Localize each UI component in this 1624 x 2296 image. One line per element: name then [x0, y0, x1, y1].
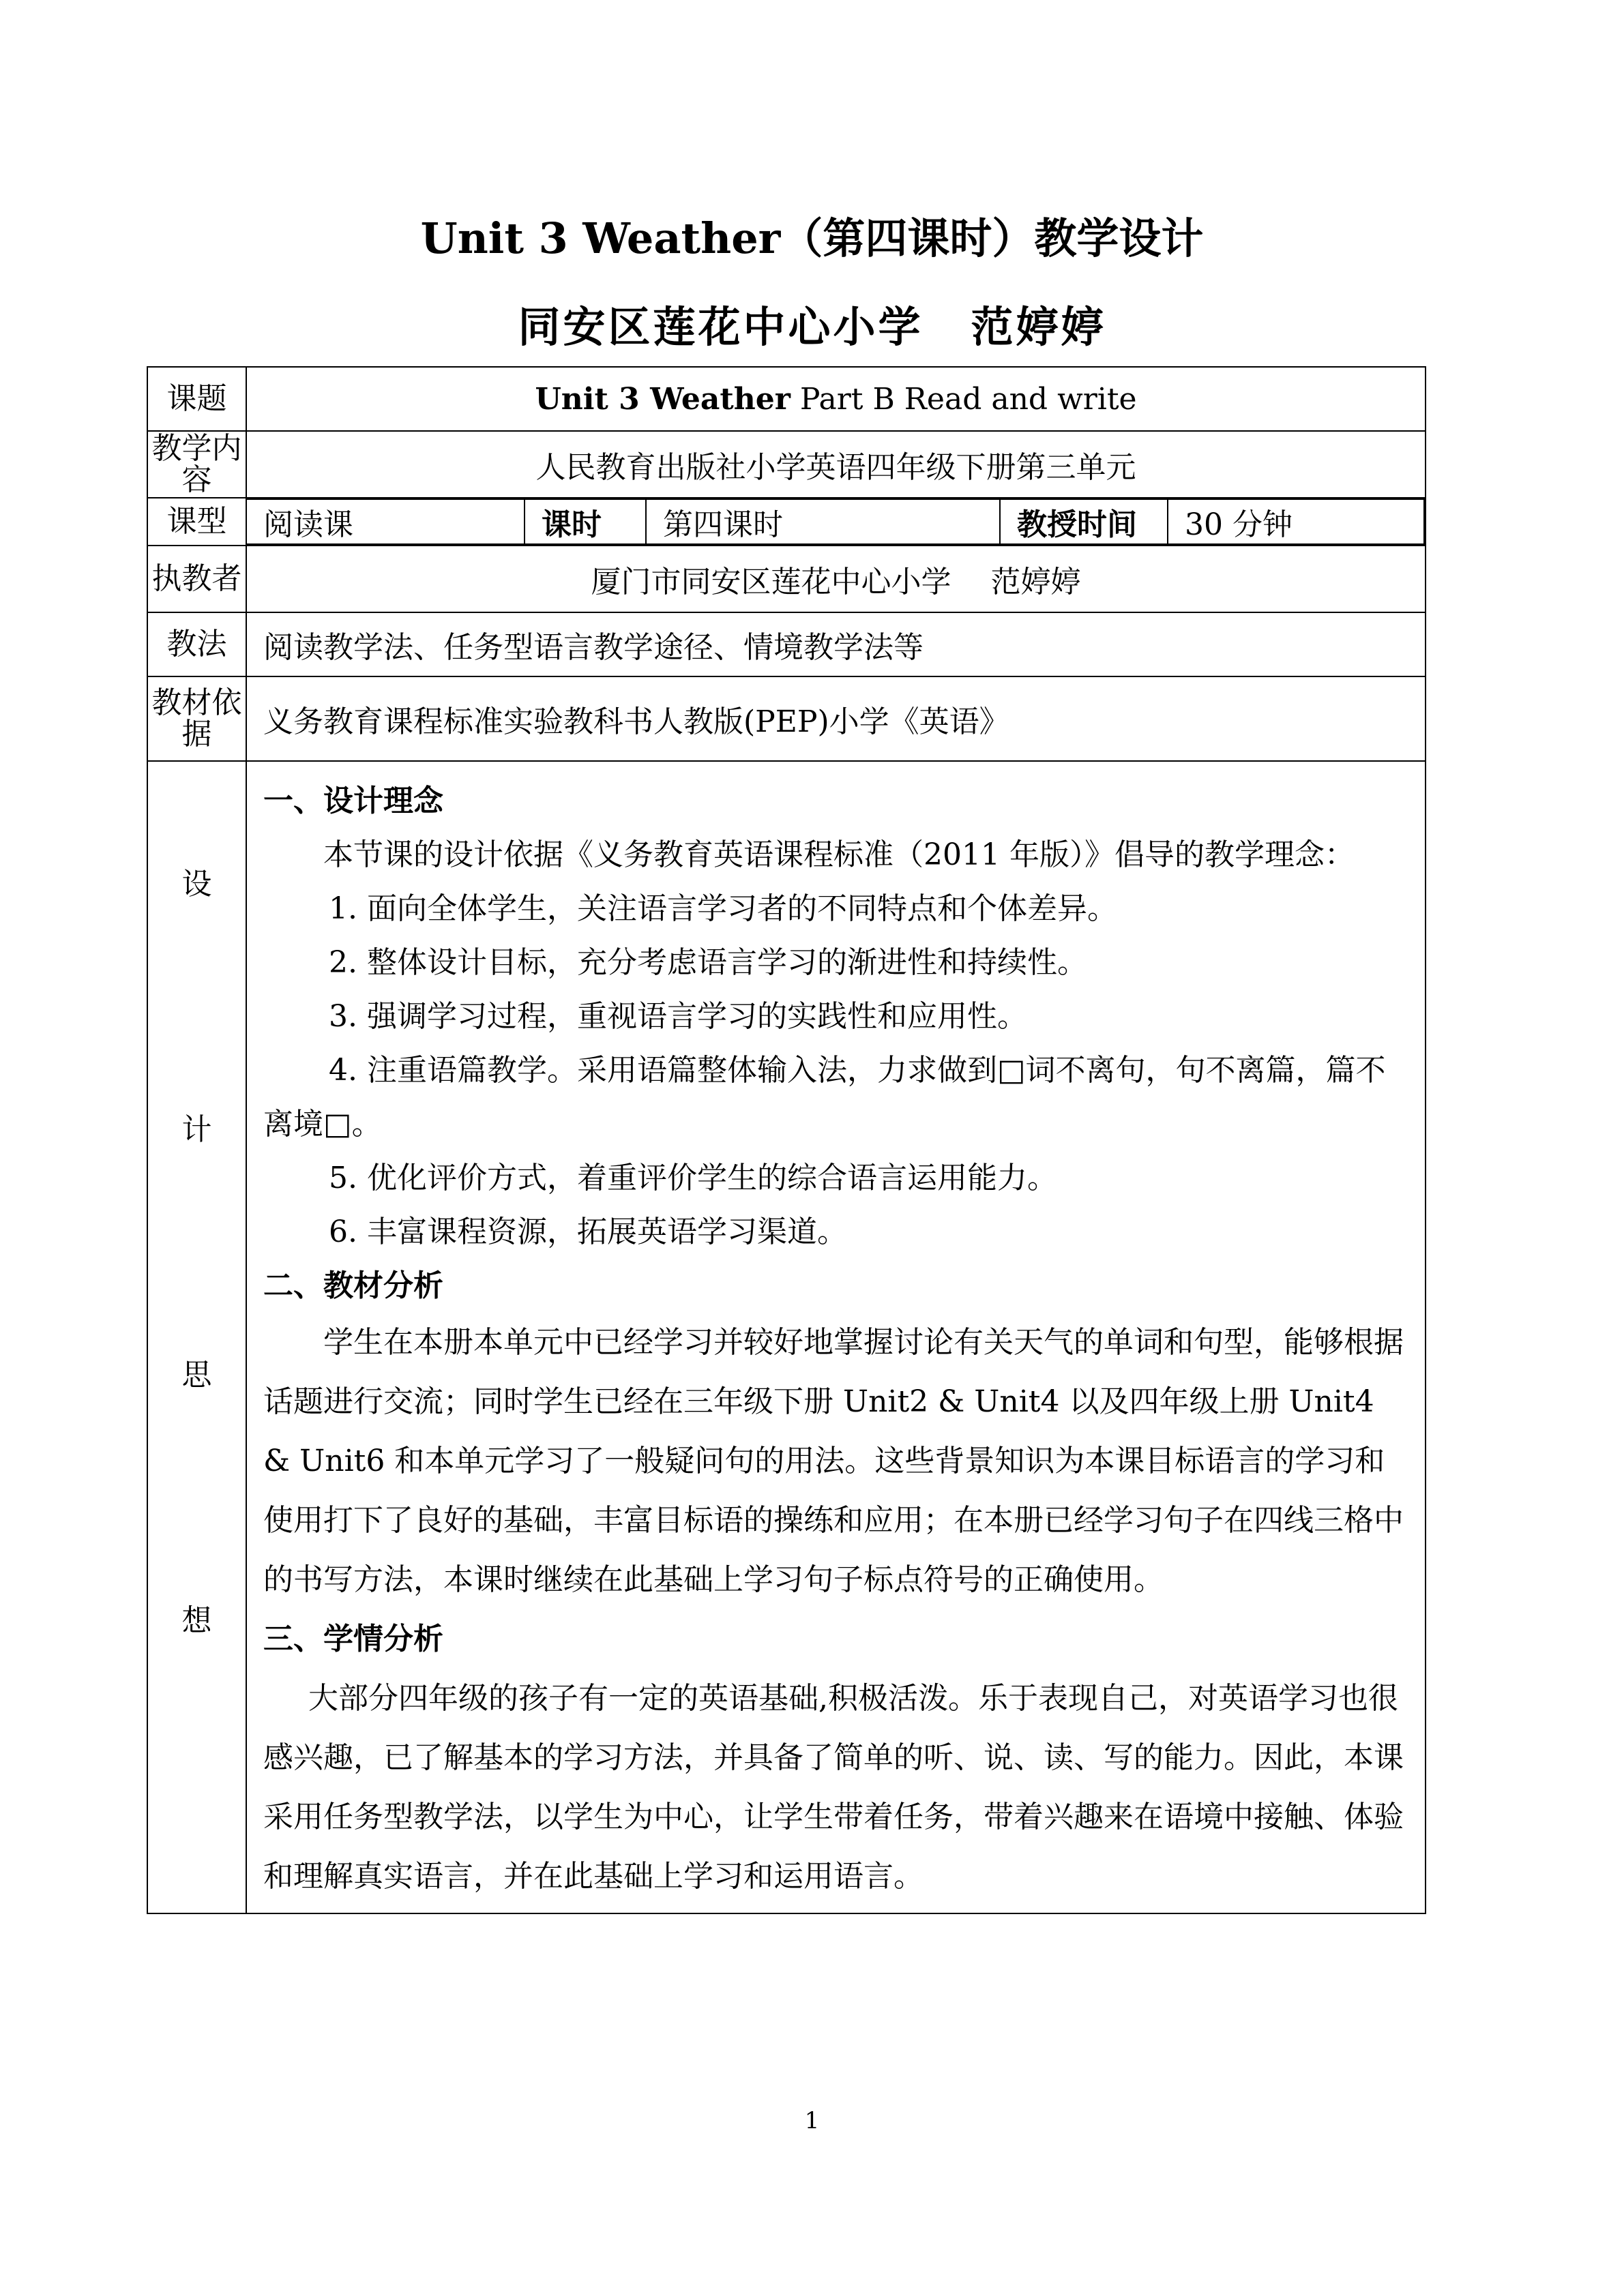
time-value: 30 分钟 [1168, 499, 1424, 544]
topic-bold: Unit 3 Weather [535, 381, 791, 417]
teacher-value: 厦门市同安区莲花中心小学 范婷婷 [246, 546, 1426, 612]
basis-label: 教材依据 [147, 676, 246, 761]
content-label: 教学内容 [147, 431, 246, 498]
row-method [147, 612, 1426, 676]
topic-rest: Part B Read and write [790, 381, 1137, 417]
row-basis [147, 676, 1426, 761]
content-value: 人民教育出版社小学英语四年级下册第三单元 [246, 431, 1426, 498]
design-label [147, 761, 246, 1913]
design-label-char: 想 [181, 1603, 212, 1638]
design-concept-intro: 本节课的设计依据《义务教育英语课程标准（2011 年版）》倡导的教学理念： [323, 837, 1355, 872]
row-teacher [147, 546, 1426, 612]
type-value: 阅读课 [247, 499, 525, 544]
design-label-char: 思 [181, 1358, 212, 1392]
teacher-label: 执教者 [147, 546, 246, 612]
basis-value: 义务教育课程标准实验教科书人教版(PEP)小学《英语》 [246, 676, 1426, 761]
design-label-char: 计 [181, 1112, 212, 1147]
section-title-student-analysis: 三、学情分析 [263, 1622, 443, 1656]
time-label: 教授时间 [1000, 499, 1168, 544]
method-value: 阅读教学法、任务型语言教学途径、情境教学法等 [246, 612, 1426, 676]
design-content [246, 761, 1426, 1913]
method-label: 教法 [147, 612, 246, 676]
design-concept-item: 2. 整体设计目标，充分考虑语言学习的渐进性和持续性。 [329, 945, 1087, 980]
section-title-design-concept: 一、设计理念 [263, 784, 443, 818]
row-content [147, 431, 1426, 498]
design-label-char: 设 [181, 867, 212, 901]
type-label: 课型 [147, 498, 246, 546]
design-concept-item: 4. 注重语篇教学。采用语篇整体输入法，力求做到□词不离句，句不离篇，篇不离境□。 [263, 1053, 1386, 1142]
topic-value [246, 367, 1426, 431]
period-label: 课时 [525, 499, 646, 544]
subtitle-author: 范婷婷 [971, 302, 1106, 352]
design-concept-item: 5. 优化评价方式，着重评价学生的综合语言运用能力。 [329, 1161, 1057, 1195]
material-analysis-text: 学生在本册本单元中已经学习并较好地掌握讨论有关天气的单词和句型，能够根据话题进行交流；同时学生已经在三年级下册 Unit2 & Unit4 以及四年级上册 Unit4 & Unit6 和本单元学习了一般疑问句的用法。这些背景知识为本课目标语言的学习和使用打下了良好的基础，丰富目标语的操练和应用；在本册已经学习句子在四线三格中的书写方法，本课时继续在此基础上学习句子标点符号的正确使用。 [263, 1325, 1404, 1597]
design-concept-item: 6. 丰富课程资源，拓展英语学习渠道。 [329, 1214, 847, 1249]
lesson-plan-table [147, 366, 1426, 1914]
type-inner-table [247, 498, 1425, 545]
student-analysis-text: 大部分四年级的孩子有一定的英语基础,积极活泼。乐于表现自己，对英语学习也很感兴趣，已了解基本的学习方法，并具备了简单的听、说、读、写的能力。因此，本课采用任务型教学法，以学生为中心，让学生带着任务，带着兴趣来在语境中接触、体验和理解真实语言，并在此基础上学习和运用语言。 [263, 1681, 1404, 1894]
document-title: Unit 3 Weather（第四课时）教学设计 [420, 213, 1204, 263]
design-concept-item: 3. 强调学习过程，重视语言学习的实践性和应用性。 [329, 999, 1027, 1034]
row-type [147, 498, 1426, 546]
section-title-material-analysis: 二、教材分析 [263, 1268, 443, 1303]
topic-label: 课题 [147, 367, 246, 431]
period-value: 第四课时 [646, 499, 1000, 544]
row-topic [147, 367, 1426, 431]
subtitle-school: 同安区莲花中心小学 [518, 302, 924, 352]
page-number: 1 [804, 2107, 820, 2134]
row-design [147, 761, 1426, 1913]
design-concept-item: 1. 面向全体学生，关注语言学习者的不同特点和个体差异。 [329, 891, 1117, 926]
document-subtitle [0, 293, 1624, 354]
